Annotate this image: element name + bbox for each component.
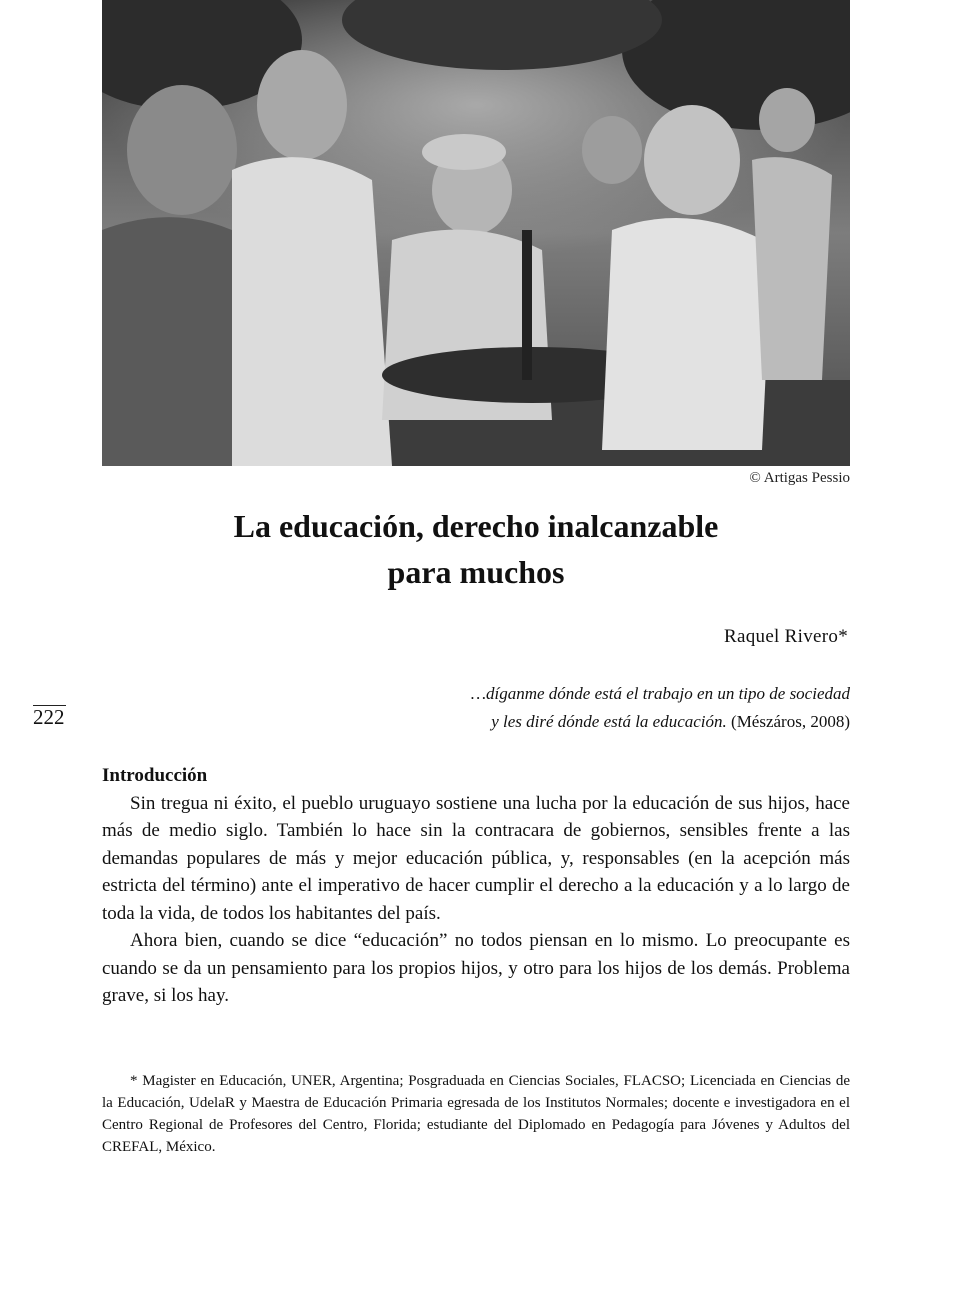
- epigraph-quote-line-2: y les diré dónde está la educación.: [491, 712, 727, 731]
- page-number: 222: [33, 705, 65, 729]
- author-name: Raquel Rivero*: [724, 626, 848, 647]
- article-title-line-1: La educación, derecho inalcanzable: [233, 508, 719, 544]
- photo-credit: © Artigas Pessio: [749, 470, 850, 486]
- article-body: [102, 762, 850, 1010]
- section-heading: Introducción: [102, 765, 208, 786]
- body-paragraph: Ahora bien, cuando se dice “educación” no todos piensan en lo mismo. Lo preocupante es cuando se da un pensamiento para los propios hijos, y otro para los hijos de los demás. Problema grave, si los hay.: [102, 930, 850, 1006]
- photograph-children-playground: [102, 0, 850, 466]
- epigraph-quote-line-1: …díganme dónde está el trabajo en un tipo de sociedad: [470, 684, 850, 703]
- epigraph-citation: (Mészáros, 2008): [726, 712, 850, 731]
- article-title: [102, 503, 850, 595]
- author-footnote: * Magister en Educación, UNER, Argentina; Posgraduada en Ciencias Sociales, FLACSO; Licenciada en Ciencias de la Educación, UdelaR y Maestra de Educación Primaria egresada de los Institutos Normales; docente e investigadora en el Centro Regional de Profesores del Centro, Florida; estudiante del Diplomado en Pedagogía para Jóvenes y Adultos del CREFAL, México.: [102, 1073, 850, 1155]
- body-paragraph: Sin tregua ni éxito, el pueblo uruguayo sostiene una lucha por la educación de sus hijos, hace más de medio siglo. También lo hace sin la contracara de gobiernos, sensibles frente a las demandas populares de más y mejor educación pública, y, responsables (en la acepción más estricta del término) ante el imperativo de hacer cumplir el derecho a la educación y a lo largo de toda la vida, de todos los habitantes del país.: [102, 792, 850, 924]
- epigraph: [390, 680, 850, 736]
- article-title-line-2: para muchos: [387, 554, 565, 590]
- photograph-children-playground-icon: [102, 0, 850, 466]
